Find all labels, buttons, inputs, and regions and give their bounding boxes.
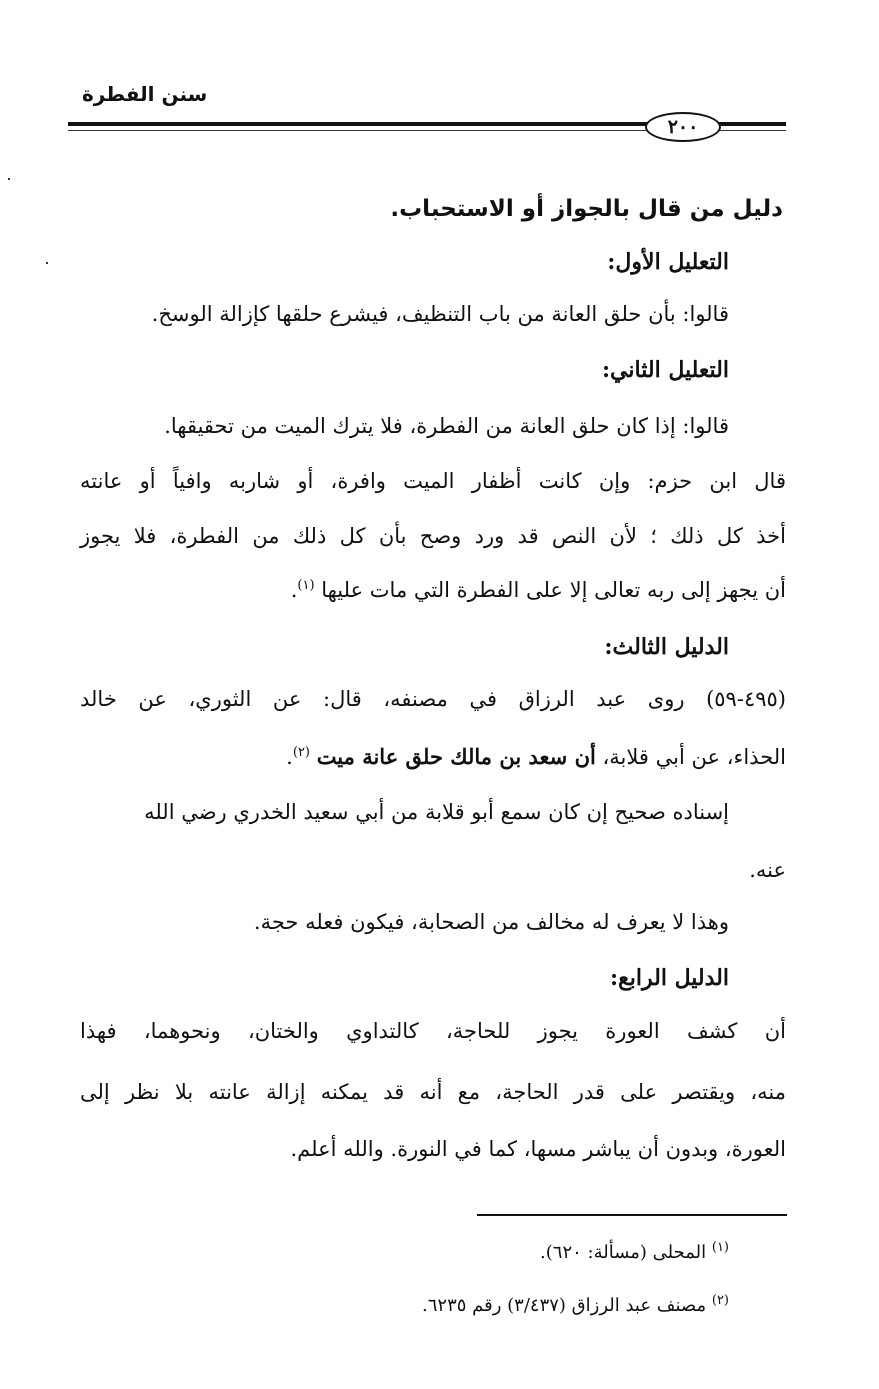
footnote-2-text: مصنف عبد الرزاق (٣/٤٣٧) رقم ٦٢٣٥. (422, 1295, 707, 1316)
footnote-1-text: المحلى (مسألة: ٦٢٠). (540, 1242, 707, 1263)
footnote-2-marker: (٢) (711, 1293, 729, 1308)
evidence3-narration-chain: الحذاء، عن أبي قلابة، (602, 745, 786, 769)
evidence3-heading: الدليل الثالث: (604, 634, 729, 660)
evidence4-heading: الدليل الرابع: (609, 965, 729, 991)
ibn-hazm-line-2: أخذ كل ذلك ؛ لأن النص قد ورد وصح بأن كل ذلك من الفطرة، فلا يجوز (80, 524, 786, 548)
scan-speck (8, 178, 10, 180)
section-main-heading: دليل من قال بالجواز أو الاستحباب. (390, 196, 783, 222)
page-number-badge (645, 112, 721, 142)
page-number: ٢٠٠ (667, 116, 699, 138)
reason1-text: قالوا: بأن حلق العانة من باب التنظيف، فيشرع حلقها كإزالة الوسخ. (151, 302, 729, 326)
footnote-1-marker: (١) (711, 1240, 729, 1255)
evidence4-line-3: العورة، وبدون أن يباشر مسها، كما في النورة. والله أعلم. (290, 1137, 786, 1161)
running-header-title: سنن الفطرة (82, 82, 208, 106)
reason2-text: قالوا: إذا كان حلق العانة من الفطرة، فلا يترك الميت من تحقيقها. (164, 414, 729, 438)
footnote-separator (477, 1214, 787, 1216)
reason2-heading: التعليل الثاني: (601, 357, 729, 383)
evidence3-line-2: الحذاء، عن أبي قلابة، أن سعد بن مالك حلق عانة ميت $^{(٢)}$. (286, 744, 786, 769)
ibn-hazm-line-1: قال ابن حزم: وإن كانت أظفار الميت وافرة، أو شاربه وافياً أو عانته (80, 469, 786, 493)
footnote-ref-1: (١) (297, 578, 315, 593)
ibn-hazm-line-3-text: أن يجهز إلى ربه تعالى إلا على الفطرة التي مات عليها (321, 578, 786, 602)
reason1-heading: التعليل الأول: (607, 249, 729, 275)
no-opponent-text: وهذا لا يعرف له مخالف من الصحابة، فيكون فعله حجة. (253, 910, 729, 934)
isnad-line-2: عنه. (749, 858, 786, 882)
evidence3-line-1: (٤٩٥-٥٩) روى عبد الرزاق في مصنفه، قال: عن الثوري، عن خالد (80, 687, 786, 711)
isnad-line-1: إسناده صحيح إن كان سمع أبو قلابة من أبي سعيد الخدري رضي الله (144, 800, 729, 824)
footnote-ref-2: (٢) (292, 745, 310, 760)
evidence4-line-2: منه، ويقتصر على قدر الحاجة، مع أنه قد يمكنه إزالة عانته بلا نظر إلى (80, 1080, 786, 1104)
footnote-2 (422, 1293, 729, 1316)
ibn-hazm-line-3: أن يجهز إلى ربه تعالى إلا على الفطرة التي مات عليها $^{(١)}$. (290, 578, 786, 602)
footnote-1 (540, 1240, 729, 1263)
scan-speck (46, 262, 48, 264)
evidence3-report-text: أن سعد بن مالك حلق عانة ميت (316, 744, 596, 769)
evidence4-line-1: أن كشف العورة يجوز للحاجة، كالتداوي والختان، ونحوهما، فهذا (80, 1019, 786, 1043)
